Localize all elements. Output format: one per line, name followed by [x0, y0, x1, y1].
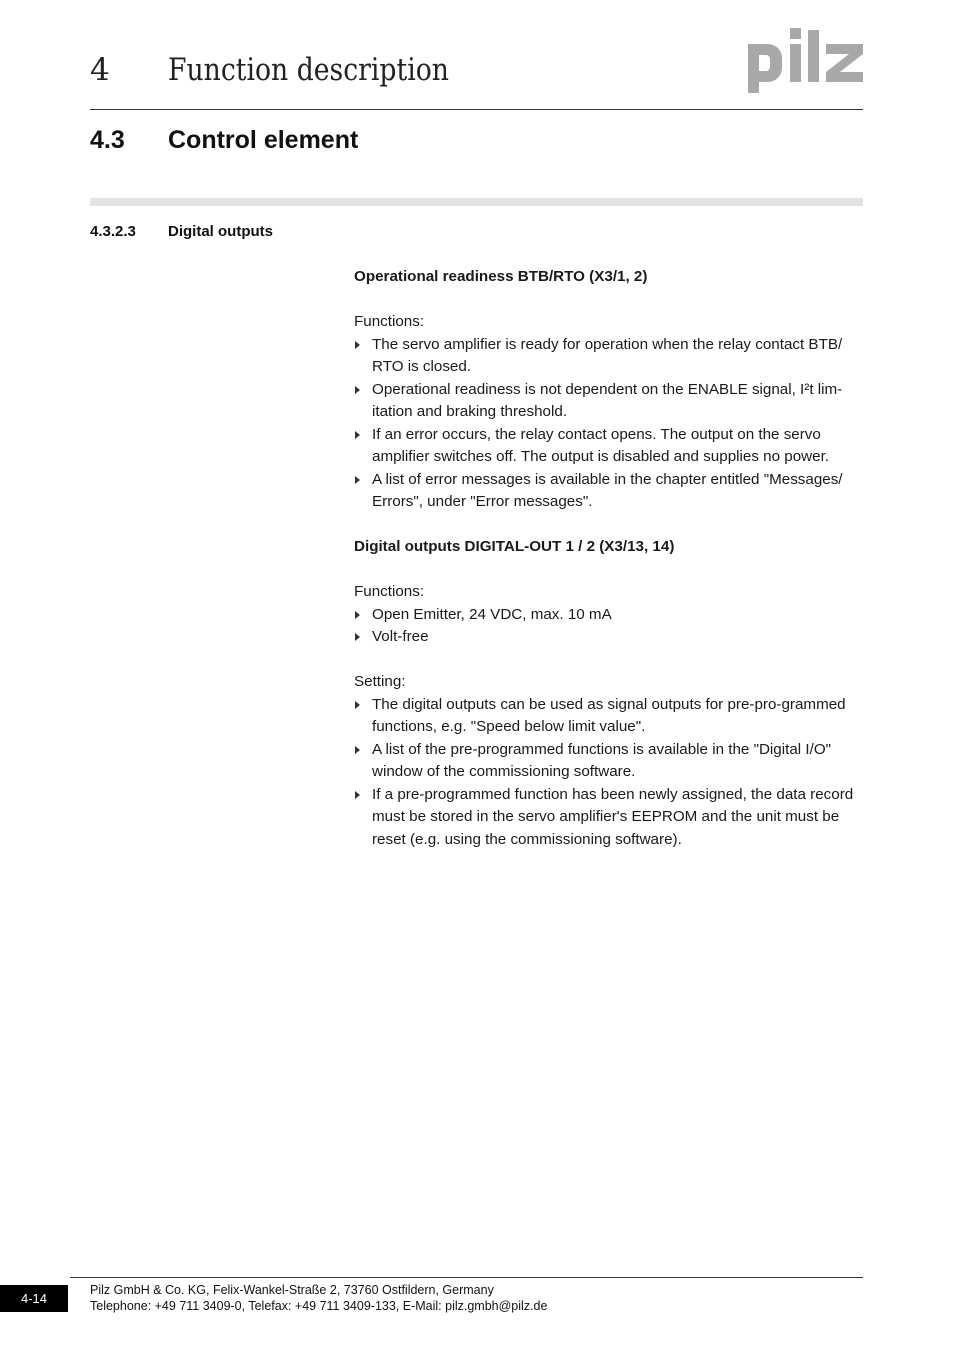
bullet-arrow-icon — [355, 386, 360, 394]
bullet-arrow-icon — [355, 701, 360, 709]
list-item: If an error occurs, the relay contact opens. The output on the servo amplifier switches off. The output is disabled and supplies no power. — [354, 424, 866, 469]
btb-functions-label: Functions: — [354, 313, 425, 330]
bullet-arrow-icon — [355, 791, 360, 799]
chapter-title: Function description — [168, 52, 449, 88]
bullet-arrow-icon — [355, 341, 360, 349]
chapter-number: 4 — [90, 52, 110, 88]
list-item: Open Emitter, 24 VDC, max. 10 mA — [354, 604, 866, 627]
digital-setting-label: Setting: — [354, 673, 406, 690]
footer-address: Pilz GmbH & Co. KG, Felix-Wankel-Straße 2, 73760 Ostfildern, Germany — [90, 1283, 494, 1297]
btb-heading: Operational readiness BTB/RTO (X3/1, 2) — [354, 268, 648, 285]
list-item: The servo amplifier is ready for operation when the relay contact BTB/ RTO is closed. — [354, 334, 866, 379]
footer-rule — [70, 1277, 863, 1278]
page-number: 4-14 — [0, 1285, 68, 1312]
main-content — [354, 266, 866, 851]
list-item: Operational readiness is not dependent on the ENABLE signal, I²t lim-itation and braking threshold. — [354, 379, 866, 424]
bullet-arrow-icon — [355, 633, 360, 641]
digital-outputs-heading: Digital outputs DIGITAL-OUT 1 / 2 (X3/13, 14) — [354, 538, 675, 555]
digital-functions-label: Functions: — [354, 583, 425, 600]
bullet-arrow-icon — [355, 611, 360, 619]
bullet-arrow-icon — [355, 431, 360, 439]
pilz-logo-mark — [746, 26, 866, 96]
subsection-number: 4.3.2.3 — [90, 223, 136, 240]
list-item: Volt-free — [354, 626, 866, 649]
footer-contact: Telephone: +49 711 3409-0, Telefax: +49 711 3409-133, E-Mail: pilz.gmbh@pilz.de — [90, 1299, 548, 1313]
list-item: A list of the pre-programmed functions is available in the "Digital I/O" window of the commissioning software. — [354, 739, 866, 784]
bullet-arrow-icon — [355, 476, 360, 484]
list-item: The digital outputs can be used as signal outputs for pre-pro-grammed functions, e.g. "Speed below limit value". — [354, 694, 866, 739]
header-rule — [90, 109, 863, 110]
btb-function-list — [354, 334, 866, 514]
bullet-arrow-icon — [355, 746, 360, 754]
section-number: 4.3 — [90, 126, 125, 154]
list-item: If a pre-programmed function has been newly assigned, the data record must be stored in the servo amplifier's EEPROM and the unit must be reset (e.g. using the commissioning software). — [354, 784, 866, 852]
section-title: Control element — [168, 126, 359, 154]
subsection-title: Digital outputs — [168, 223, 273, 240]
digital-function-list — [354, 604, 866, 649]
pilz-logo — [746, 26, 866, 96]
section-divider-bar — [90, 198, 863, 206]
list-item: A list of error messages is available in the chapter entitled "Messages/ Errors", under "Error messages". — [354, 469, 866, 514]
digital-setting-list — [354, 694, 866, 852]
